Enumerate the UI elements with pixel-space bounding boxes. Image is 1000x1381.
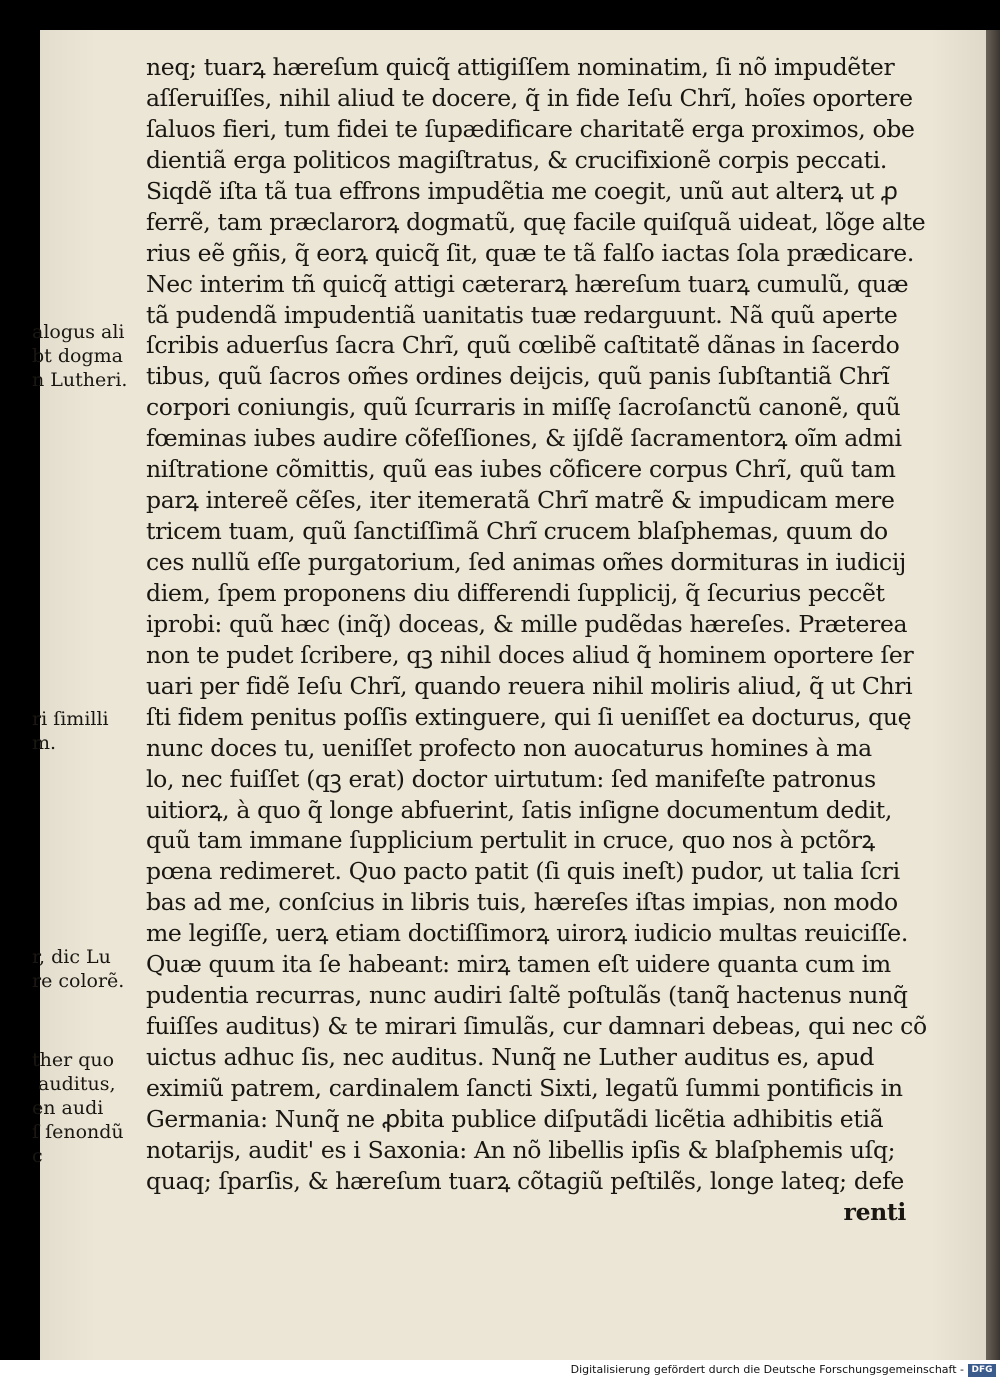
text-line: uari per fidẽ Ieſu Chrĩ, quando reuera nihil moliris aliud, q̃ ut Chri: [146, 671, 913, 700]
funding-credit: Digitalisierung gefördert durch die Deutsche Forschungsgemeinschaft -: [570, 1363, 964, 1376]
text-line: rius eẽ gñis, q̃ eorꝝ quicq̃ ſit, quæ te tã falſo iactas ſola prædicare.: [146, 238, 914, 267]
text-line: eximiũ patrem, cardinalem ſancti Sixti, legatũ ſummi pontificis in: [146, 1073, 903, 1102]
margin-note: ri ſimilli m.: [32, 708, 109, 754]
book-edge-shadow: [986, 30, 1000, 1360]
margin-note: alogus ali bt dogma n Lutheri.: [32, 321, 128, 391]
text-line: notarijs, audit' es i Saxonia: An nõ libellis ipſis & blaſphemis uſq;: [146, 1135, 896, 1164]
text-line: neq; tuarꝝ hæreſum quicq̃ attigiſſem nominatim, ſi nõ impudẽter: [146, 53, 895, 81]
text-line: ſaluos fieri, tum fidei te ſupædificare charitatẽ erga proximos, obe: [146, 114, 915, 143]
dfg-logo-icon: DFG: [968, 1364, 996, 1377]
text-line: ſcribis aduerſus ſacra Chrĩ, quũ cœlibẽ caſtitatẽ dãnas in ſacerdo: [146, 331, 900, 360]
text-line: pudentia recurras, nunc audiri ſaltẽ poſtulãs (tanq̃ hactenus nunq̃: [146, 981, 908, 1010]
text-line: quũ tam immane ſupplicium pertulit in cruce, quo nos à pctõrꝝ: [146, 826, 875, 855]
catchword: renti: [843, 1197, 906, 1226]
book-page: [32, 30, 987, 1360]
margin-note: ther quo auditus, en audi ſ ſenondũ c: [32, 1049, 124, 1167]
text-line: ſti fidem penitus poſſis extinguere, qui ſi ueniſſet ea docturus, quę: [146, 702, 912, 731]
text-line: lo, nec fuiſſet (qꝫ erat) doctor uirtutum: ſed manifeſte patronus: [146, 764, 876, 793]
text-line: tricem tuam, quũ ſanctiſſimã Chrĩ crucem blaſphemas, quum do: [146, 517, 888, 546]
text-line: pœna redimeret. Quo pacto patit (ſi quis ineſt) pudor, ut talia ſcri: [146, 857, 900, 886]
text-line: diem, ſpem proponens diu differendi ſupplicij, q̃ ſecurius peccẽt: [146, 578, 885, 607]
text-line: aſſeruiſſes, nihil aliud te docere, q̃ in fide Ieſu Chrĩ, hoĩes oportere: [146, 83, 913, 112]
marginalia-column: [32, 30, 142, 1360]
text-line: dientiã erga politicos magiſtratus, & crucifixionẽ corpis peccati.: [146, 145, 888, 174]
text-line: iprobi: quũ hæc (inq̃) doceas, & mille pudẽdas hæreſes. Præterea: [146, 609, 908, 638]
text-line: Germania: Nunq̃ ne ꝓbita publice diſputãdi licẽtia adhibitis etiã: [146, 1104, 884, 1133]
text-line: bas ad me, conſcius in libris tuis, hæreſes iſtas impias, non modo: [146, 888, 898, 917]
text-line: uitiorꝝ, à quo q̃ longe abfuerint, ſatis inſigne documentum dedit,: [146, 795, 893, 824]
text-line: quaq; ſparſis, & hæreſum tuarꝝ cõtagiũ peſtilẽs, longe lateq; defe: [146, 1166, 904, 1195]
text-line: tibus, quũ ſacros om̃es ordines deijcis, quũ panis ſubſtantiã Chrĩ: [146, 362, 890, 391]
text-line: ferrẽ, tam præclarorꝝ dogmatũ, quę facile quiſquã uideat, lõge alte: [146, 207, 926, 236]
body-text: [146, 52, 927, 1228]
text-line: corpori coniungis, quũ ſcurraris in miſſę ſacroſanctũ canonẽ, quũ: [146, 393, 901, 422]
margin-note: r, dic Lu re colorẽ.: [32, 946, 125, 992]
text-line: parꝝ intereẽ cẽſes, iter itemeratã Chrĩ matrẽ & impudicam mere: [146, 486, 895, 515]
text-line: ces nullũ eſſe purgatorium, ſed animas om̃es dormituras in iudicij: [146, 548, 906, 576]
text-line: non te pudet ſcribere, qꝫ nihil doces aliud q̃ hominem oportere ſer: [146, 640, 914, 669]
text-line: fuiſſes auditus) & te mirari ſimulãs, cur damnari debeas, qui nec cõ: [146, 1012, 927, 1041]
text-line: niſtratione cõmittis, quũ eas iubes cõficere corpus Chrĩ, quũ tam: [146, 455, 896, 484]
text-line: Quæ quum ita ſe habeant: mirꝝ tamen eſt uidere quanta cum im: [146, 950, 891, 979]
text-line: nunc doces tu, ueniſſet profecto non auocaturus homines à ma: [146, 733, 872, 762]
text-line: fœminas iubes audire cõfeſſiones, & ijſdẽ ſacramentorꝝ oĩm admi: [146, 424, 902, 453]
footer-bar: [0, 1360, 1000, 1381]
text-line: Nec interim tñ quicq̃ attigi cæterarꝝ hæreſum tuarꝝ cumulũ, quæ: [146, 269, 909, 298]
text-line: tã pudendã impudentiã uanitatis tuæ redarguunt. Nã quũ aperte: [146, 300, 898, 329]
text-line: uictus adhuc ſis, nec auditus. Nunq̃ ne Luther auditus es, apud: [146, 1043, 875, 1071]
text-line: Siqdẽ iſta tã tua effrons impudẽtia me coegit, unũ aut alterꝝ ut ꝓ: [146, 176, 898, 205]
text-line: me legiſſe, uerꝝ etiam doctiſſimorꝝ uirorꝝ iudicio multas reuiciſſe.: [146, 919, 908, 948]
